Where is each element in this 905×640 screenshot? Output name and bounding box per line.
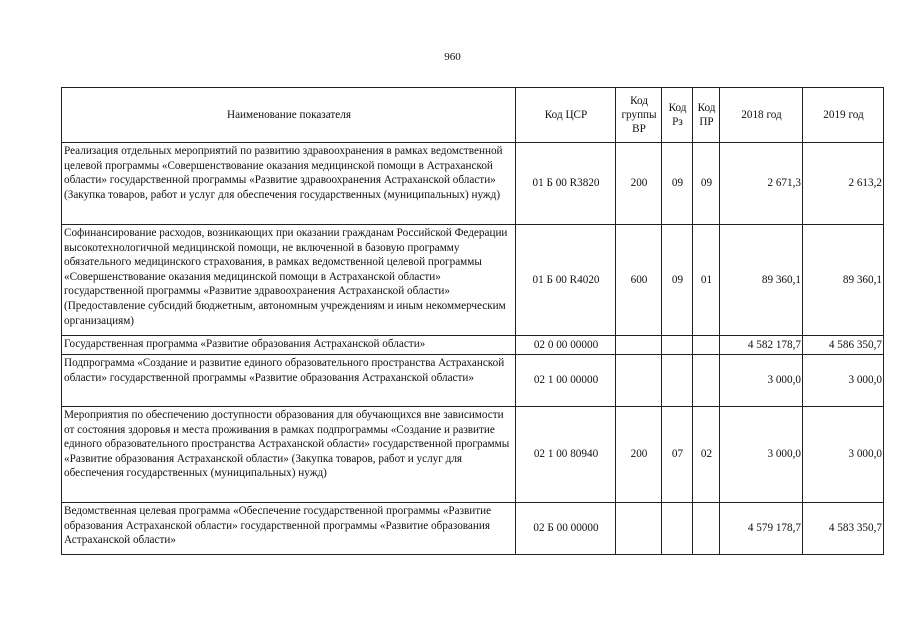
table-row [62, 503, 884, 555]
table-row [62, 407, 884, 503]
cell-name: Ведомственная целевая программа «Обеспечение государственной программы «Развитие образования Астраханской области» государственной программы «Развитие образования Астраханской области» [62, 503, 516, 555]
cell-rz: 09 [662, 143, 693, 225]
cell-2019: 3 000,0 [803, 355, 884, 407]
cell-2018: 3 000,0 [720, 355, 803, 407]
cell-vr [616, 336, 662, 355]
cell-name: Подпрограмма «Создание и развитие единого образовательного пространства Астраханской области» государственной программы «Развитие образования Астраханской области» [62, 355, 516, 407]
cell-2018: 4 582 178,7 [720, 336, 803, 355]
cell-name: Государственная программа «Развитие образования Астраханской области» [62, 336, 516, 355]
header-vr: Код группы ВР [616, 88, 662, 143]
header-2019: 2019 год [803, 88, 884, 143]
cell-rz [662, 503, 693, 555]
cell-2019: 4 586 350,7 [803, 336, 884, 355]
cell-rz [662, 355, 693, 407]
cell-csr: 02 1 00 80940 [516, 407, 616, 503]
cell-rz: 09 [662, 225, 693, 336]
cell-csr: 02 0 00 00000 [516, 336, 616, 355]
cell-csr: 01 Б 00 R3820 [516, 143, 616, 225]
cell-2019: 3 000,0 [803, 407, 884, 503]
cell-vr: 200 [616, 407, 662, 503]
cell-rz [662, 336, 693, 355]
header-2018: 2018 год [720, 88, 803, 143]
cell-2018: 4 579 178,7 [720, 503, 803, 555]
cell-2018: 89 360,1 [720, 225, 803, 336]
cell-pr [693, 336, 720, 355]
cell-pr: 09 [693, 143, 720, 225]
page-number: 960 [444, 51, 461, 63]
header-name: Наименование показателя [62, 88, 516, 143]
cell-csr: 02 Б 00 00000 [516, 503, 616, 555]
cell-name: Софинансирование расходов, возникающих при оказании гражданам Российской Федерации высокотехнологичной медицинской помощи, не включенной в базовую программу обязательного медицинского страхования, в рамках ведомственной целевой программы «Совершенствование оказания медицинской помощи в Астраханской области» государственной программы «Развитие здравоохранения Астраханской области» (Предоставление субсидий бюджетным, автономным учреждениям и иным некоммерческим организациям) [62, 225, 516, 336]
cell-rz: 07 [662, 407, 693, 503]
cell-2018: 2 671,3 [720, 143, 803, 225]
cell-pr [693, 503, 720, 555]
header-pr: Код ПР [693, 88, 720, 143]
cell-pr: 01 [693, 225, 720, 336]
cell-csr: 01 Б 00 R4020 [516, 225, 616, 336]
table-row [62, 143, 884, 225]
cell-2019: 89 360,1 [803, 225, 884, 336]
cell-vr [616, 355, 662, 407]
table-header-row [62, 88, 884, 143]
cell-vr [616, 503, 662, 555]
header-csr: Код ЦСР [516, 88, 616, 143]
cell-name: Реализация отдельных мероприятий по развитию здравоохранения в рамках ведомственной целевой программы «Совершенствование оказания медицинской помощи в Астраханской области» государственной программы «Развитие здравоохранения Астраханской области» (Закупка товаров, работ и услуг для обеспечения государственных (муниципальных) нужд) [62, 143, 516, 225]
cell-csr: 02 1 00 00000 [516, 355, 616, 407]
cell-2019: 2 613,2 [803, 143, 884, 225]
cell-2018: 3 000,0 [720, 407, 803, 503]
header-rz: Код Рз [662, 88, 693, 143]
cell-vr: 600 [616, 225, 662, 336]
table-row [62, 355, 884, 407]
cell-vr: 200 [616, 143, 662, 225]
budget-table [61, 87, 884, 555]
cell-2019: 4 583 350,7 [803, 503, 884, 555]
cell-pr: 02 [693, 407, 720, 503]
table-row [62, 225, 884, 336]
table-row [62, 336, 884, 355]
cell-pr [693, 355, 720, 407]
cell-name: Мероприятия по обеспечению доступности образования для обучающихся вне зависимости от состояния здоровья и места проживания в рамках подпрограммы «Создание и развитие единого образовательного пространства Астраханской области» государственной программы «Развитие образования Астраханской области» (Закупка товаров, работ и услуг для обеспечения государственных (муниципальных) нужд) [62, 407, 516, 503]
